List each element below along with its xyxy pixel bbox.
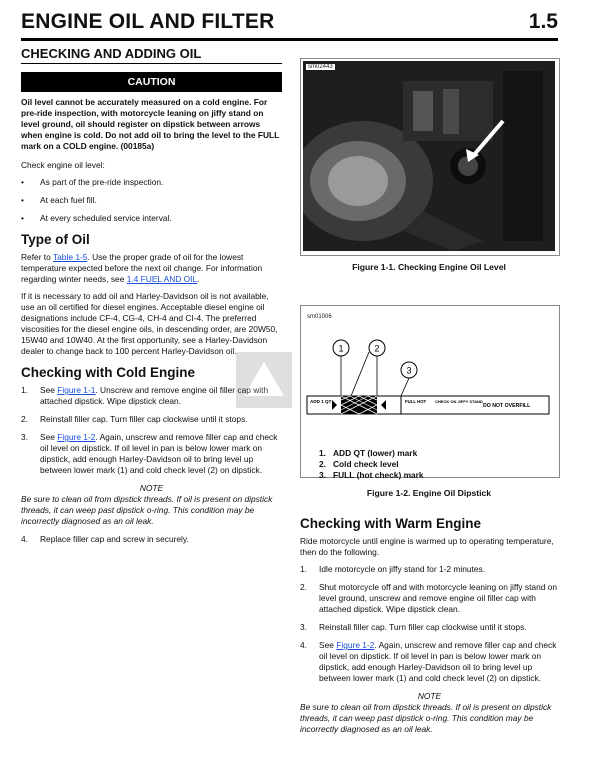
figure-1-1 bbox=[300, 58, 560, 256]
bullet-item: • At each fuel fill. bbox=[21, 195, 97, 205]
dipstick-overfill-label: DO NOT OVERFILL bbox=[483, 403, 531, 409]
legend-item: 1. ADD QT (lower) mark bbox=[319, 448, 418, 458]
figure-1-2 bbox=[300, 305, 560, 478]
figure-id: sm01006 bbox=[307, 314, 332, 320]
list-item: 4. Replace filler cap and screw in securely. bbox=[21, 534, 189, 544]
figure-1-2-link[interactable]: Figure 1-2 bbox=[57, 432, 96, 442]
type-of-oil-para-2: If it is necessary to add oil and Harley-Davidson oil is not available, use an oil certified for diesel engines. Acceptable diesel engine oil designations include CF-4, CG-4, CH-4 and CI-4. The preferred viscosities for the diesel engine oils, in descending order, are 20W50, 15W40 and 10W40. At the first opportunity, see a Harley-Davidson dealer to change back to 100 percent Harley-Davidson oil. bbox=[21, 291, 278, 356]
list-item: 4. See Figure 1-2. Again, unscrew and remove filler cap and check oil level on dipstick. If oil level in pan is below lower mark on dipstick, add enough Harley-Davidson oil to bring level up between lower mark (1) and cold check level (2) on dipstick. bbox=[300, 640, 557, 683]
callout-1: 1 bbox=[338, 343, 344, 354]
section-title: CHECKING AND ADDING OIL bbox=[21, 46, 282, 64]
type-of-oil-para-1: Refer to Table 1-5. Use the proper grade of oil for the lowest temperature expected before the next oil change. For information regarding winter needs, see 1.4 FUEL AND OIL. bbox=[21, 252, 263, 284]
page-number: 1.5 bbox=[528, 10, 558, 33]
table-1-5-link[interactable]: Table 1-5 bbox=[52, 252, 88, 262]
bullet-item: • At every scheduled service interval. bbox=[21, 213, 172, 223]
list-item: 2. Shut motorcycle off and with motorcycle leaning on jiffy stand on level ground, unscrew and remove engine oil filler cap with attached dipstick. Wipe dipstick clean. bbox=[300, 582, 558, 614]
dipstick-full-label: FULL HOT bbox=[405, 399, 427, 404]
cold-engine-heading: Checking with Cold Engine bbox=[21, 365, 196, 380]
type-of-oil-heading: Type of Oil bbox=[21, 232, 90, 247]
caution-label: CAUTION bbox=[21, 72, 282, 92]
note-text: Be sure to clean oil from dipstick threads. If oil is present on dipstick threads, it can weep past dipstick o-ring. This condition may be incorrectly diagnosed as an oil leak. bbox=[300, 702, 552, 734]
right-column bbox=[300, 516, 559, 742]
dipstick-add-label: ADD 1 QT bbox=[310, 399, 332, 404]
figure-1-2-caption: Figure 1-2. Engine Oil Dipstick bbox=[366, 488, 492, 498]
note-text: Be sure to clean oil from dipstick threads. If oil is present on dipstick threads, it can weep past dipstick o-ring. This condition may be incorrectly diagnosed as an oil leak. bbox=[21, 494, 273, 526]
figure-1-1-link[interactable]: Figure 1-1 bbox=[57, 385, 96, 395]
check-intro: Check engine oil level: bbox=[21, 160, 105, 170]
note-label: NOTE bbox=[417, 691, 442, 701]
figure-1-1-caption: Figure 1-1. Checking Engine Oil Level bbox=[352, 262, 506, 272]
list-item: 3. See Figure 1-2. Again, unscrew and remove filler cap and check oil level on dipstick. If oil level in pan is below lower mark on dipstick, add enough Harley-Davidson oil to bring level up between lower mark (1) and cold check level (2) on dipstick. bbox=[21, 432, 278, 475]
figure-legend bbox=[319, 448, 424, 481]
fuel-and-oil-link[interactable]: 1.4 FUEL AND OIL bbox=[126, 274, 198, 284]
engine-photo bbox=[303, 61, 555, 251]
dipstick-check-label: CHECK ON JIFFY STAND bbox=[435, 399, 483, 404]
bullet-item: • As part of the pre-ride inspection. bbox=[21, 177, 164, 187]
left-column bbox=[21, 46, 282, 552]
caution-text: Oil level cannot be accurately measured on a cold engine. For pre-ride inspection, with motorcycle leaning on jiffy stand on level ground, oil should register on dipstick between arrows when engine is cold. Do not add oil to bring the level to the FULL mark on a COLD engine. (00185a) bbox=[21, 97, 280, 151]
figure-id: sm02443 bbox=[308, 64, 333, 70]
dipstick-diagram bbox=[301, 326, 559, 446]
page-header bbox=[21, 10, 558, 41]
page-title: ENGINE OIL AND FILTER bbox=[21, 10, 275, 33]
list-item: 1. Idle motorcycle on jiffy stand for 1-2 minutes. bbox=[300, 564, 486, 574]
legend-item: 3. FULL (hot check) mark bbox=[319, 470, 424, 480]
figure-1-2-link[interactable]: Figure 1-2 bbox=[336, 640, 375, 650]
legend-item: 2. Cold check level bbox=[319, 459, 399, 469]
callout-3: 3 bbox=[406, 365, 412, 376]
callout-2: 2 bbox=[374, 343, 380, 354]
warm-engine-heading: Checking with Warm Engine bbox=[300, 516, 482, 531]
watermark-logo bbox=[236, 352, 292, 408]
list-item: 3. Reinstall filler cap. Turn filler cap clockwise until it stops. bbox=[300, 622, 527, 632]
list-item: 1. See Figure 1-1. Unscrew and remove engine oil filler cap with attached dipstick. Wipe dipstick clean. bbox=[21, 385, 269, 406]
warm-engine-intro: Ride motorcycle until engine is warmed up to operating temperature, then do the following. bbox=[300, 536, 554, 557]
note-label: NOTE bbox=[139, 483, 164, 493]
list-item: 2. Reinstall filler cap. Turn filler cap clockwise until it stops. bbox=[21, 414, 248, 424]
